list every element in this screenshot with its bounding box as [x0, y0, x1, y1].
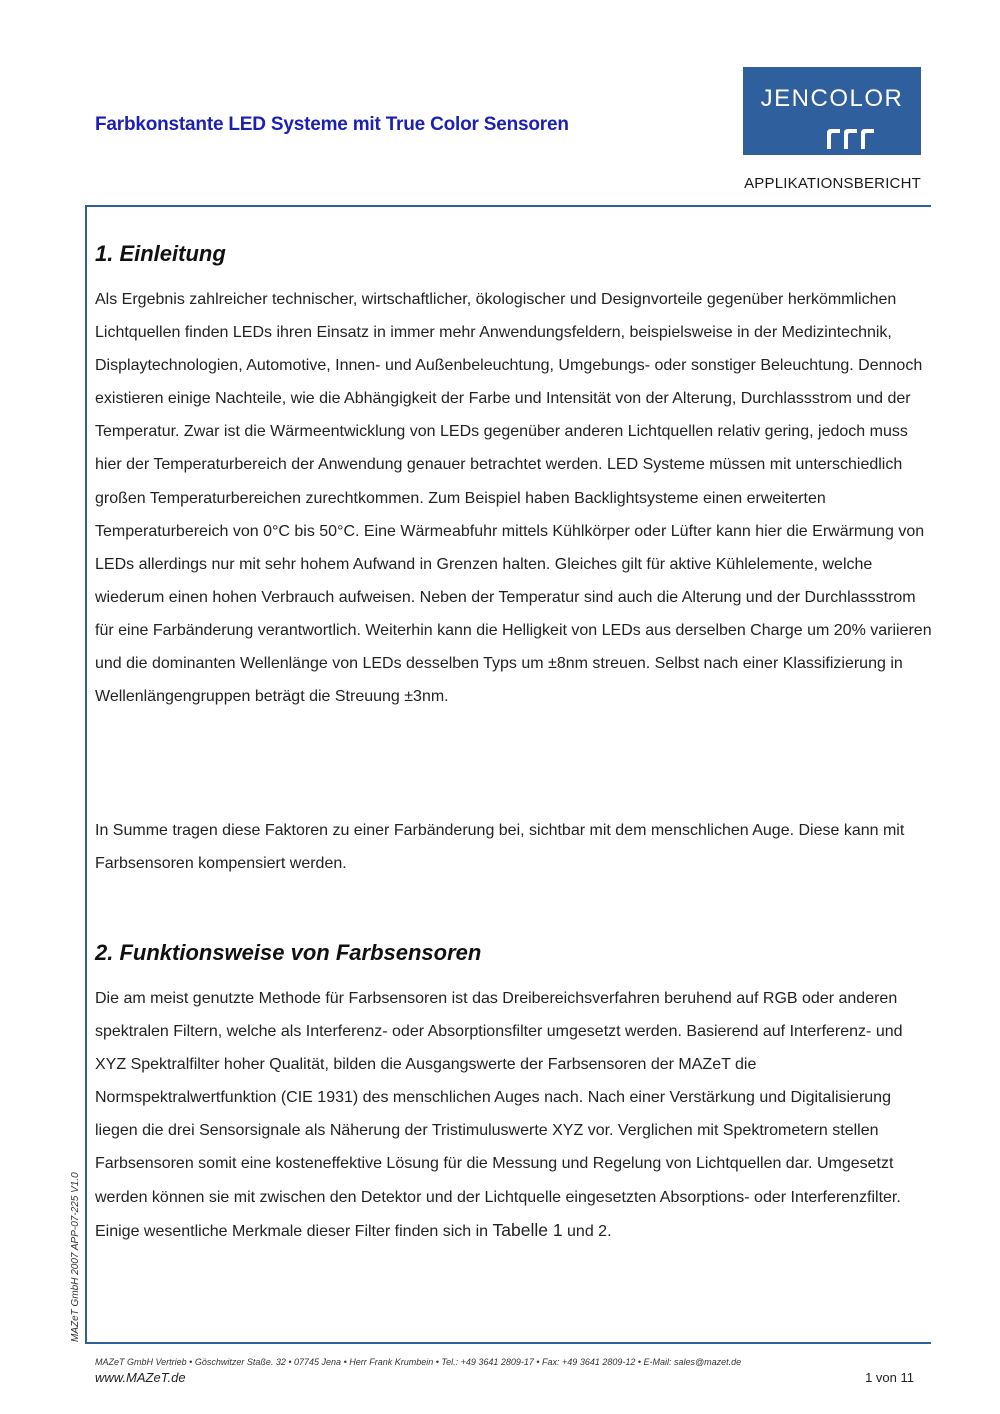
frame-top-rule — [85, 205, 931, 207]
funktionsweise-paragraph-end: und 2. — [567, 1222, 612, 1240]
jencolor-logo — [743, 67, 921, 155]
footer-url: www.MAZeT.de — [95, 1370, 186, 1385]
document-title: Farbkonstante LED Systeme mit True Color Sensoren — [95, 114, 569, 135]
frame-bottom-rule — [85, 1342, 931, 1344]
einleitung-paragraph-2: In Summe tragen diese Faktoren zu einer Farbänderung bei, sichtbar mit dem menschlichen Auge. Diese kann mit Farbsensoren kompensiert werden. — [95, 822, 905, 873]
report-type-label: APPLIKATIONSBERICHT — [744, 175, 921, 192]
einleitung-paragraph-1: Als Ergebnis zahlreicher technischer, wirtschaftlicher, ökologischer und Designvorteile gegenüber herkömmlichen Lichtquellen finden LEDs ihren Einsatz in immer mehr Anwendungsfeldern, beispielsweise in der Medizintechnik, Displaytechnologien, Automotive, Innen- und Außenbeleuchtung, Umgebungs- oder sonstiger Beleuchtung. Dennoch existieren einige Nachteile, wie die Abhängigkeit der Farbe und Intensität von der Alterung, Durchlassstrom und der Temperatur. Zwar ist die Wärmeentwicklung von LEDs gegenüber anderen Lichtquellen relativ gering, jedoch muss hier der Temperaturbereich der Anwendung genauer betrachtet werden. LED Systeme müssen mit unterschiedlich großen Temperaturbereichen zurechtkommen. Zum Beispiel haben Backlightsysteme einen erweiterten Temperaturbereich von 0°C bis 50°C. Eine Wärmeabfuhr mittels Kühlkörper oder Lüfter kann hier die Erwärmung von LEDs allerdings nur mit sehr hohem Aufwand in Grenzen halten. Gleiches gilt für aktive Kühlelemente, welche wiederum einen hohen Verbrauch aufweisen. Neben der Temperatur sind auch die Alterung und der Durchlassstrom für eine Farbänderung verantwortlich. Weiterhin kann die Helligkeit von LEDs aus derselben Charge um 20% variieren und die dominanten Wellenlänge von LEDs desselben Typs um ±8nm streuen. Selbst nach einer Klassifizierung in Wellenlängengruppen beträgt die Streuung ±3nm. — [95, 291, 932, 706]
document-id-side-note: MAZeT GmbH 2007 APP-07-225 V1.0 — [70, 1172, 81, 1342]
section-heading-einleitung: 1. Einleitung — [95, 241, 226, 266]
funktionsweise-paragraph-text: Die am meist genutzte Methode für Farbsensoren ist das Dreibereichsverfahren beruhend auf RGB oder anderen spektralen Filtern, welche als Interferenz- oder Absorptionsfilter umgesetzt werden. Basierend auf Interferenz- und XYZ Spektralfilter hoher Qualität, bilden die Ausgangswerte der Farbsensoren der MAZeT die Normspektralwertfunktion (CIE 1931) des menschlichen Auges nach. Nach einer Verstärkung und Digitalisierung liegen die drei Sensorsignale als Näherung der Tristimuluswerte XYZ vor. Verglichen mit Spektrometern stellen Farbsensoren somit eine kosteneffektive Lösung für die Messung und Regelung von Lichtquellen dar. Umgesetzt werden können sie mit zwischen den Detektor und der Lichtquelle eingesetzten Absorptions- oder Interferenzfilter. Einige wesentliche Merkmale dieser Filter finden sich in — [95, 990, 903, 1240]
footer-contact: MAZeT GmbH Vertrieb • Göschwitzer Staße. 32 • 07745 Jena • Herr Frank Krumbein • Tel.: +49 3641 2809-17 • Fax: +49 3641 2809-12 • E-Mail: sales@mazet.de — [95, 1357, 742, 1367]
section-heading-funktionsweise: 2. Funktionsweise von Farbsensoren — [95, 940, 482, 965]
logo-wordmark: JENCOLOR — [760, 85, 904, 112]
frame-left-rule — [85, 205, 87, 1344]
logo-mark-icon — [825, 128, 877, 150]
page-number: 1 von 11 — [865, 1370, 914, 1385]
funktionsweise-paragraph-1 — [95, 982, 935, 1248]
table-1-reference: Tabelle 1 — [492, 1219, 563, 1240]
